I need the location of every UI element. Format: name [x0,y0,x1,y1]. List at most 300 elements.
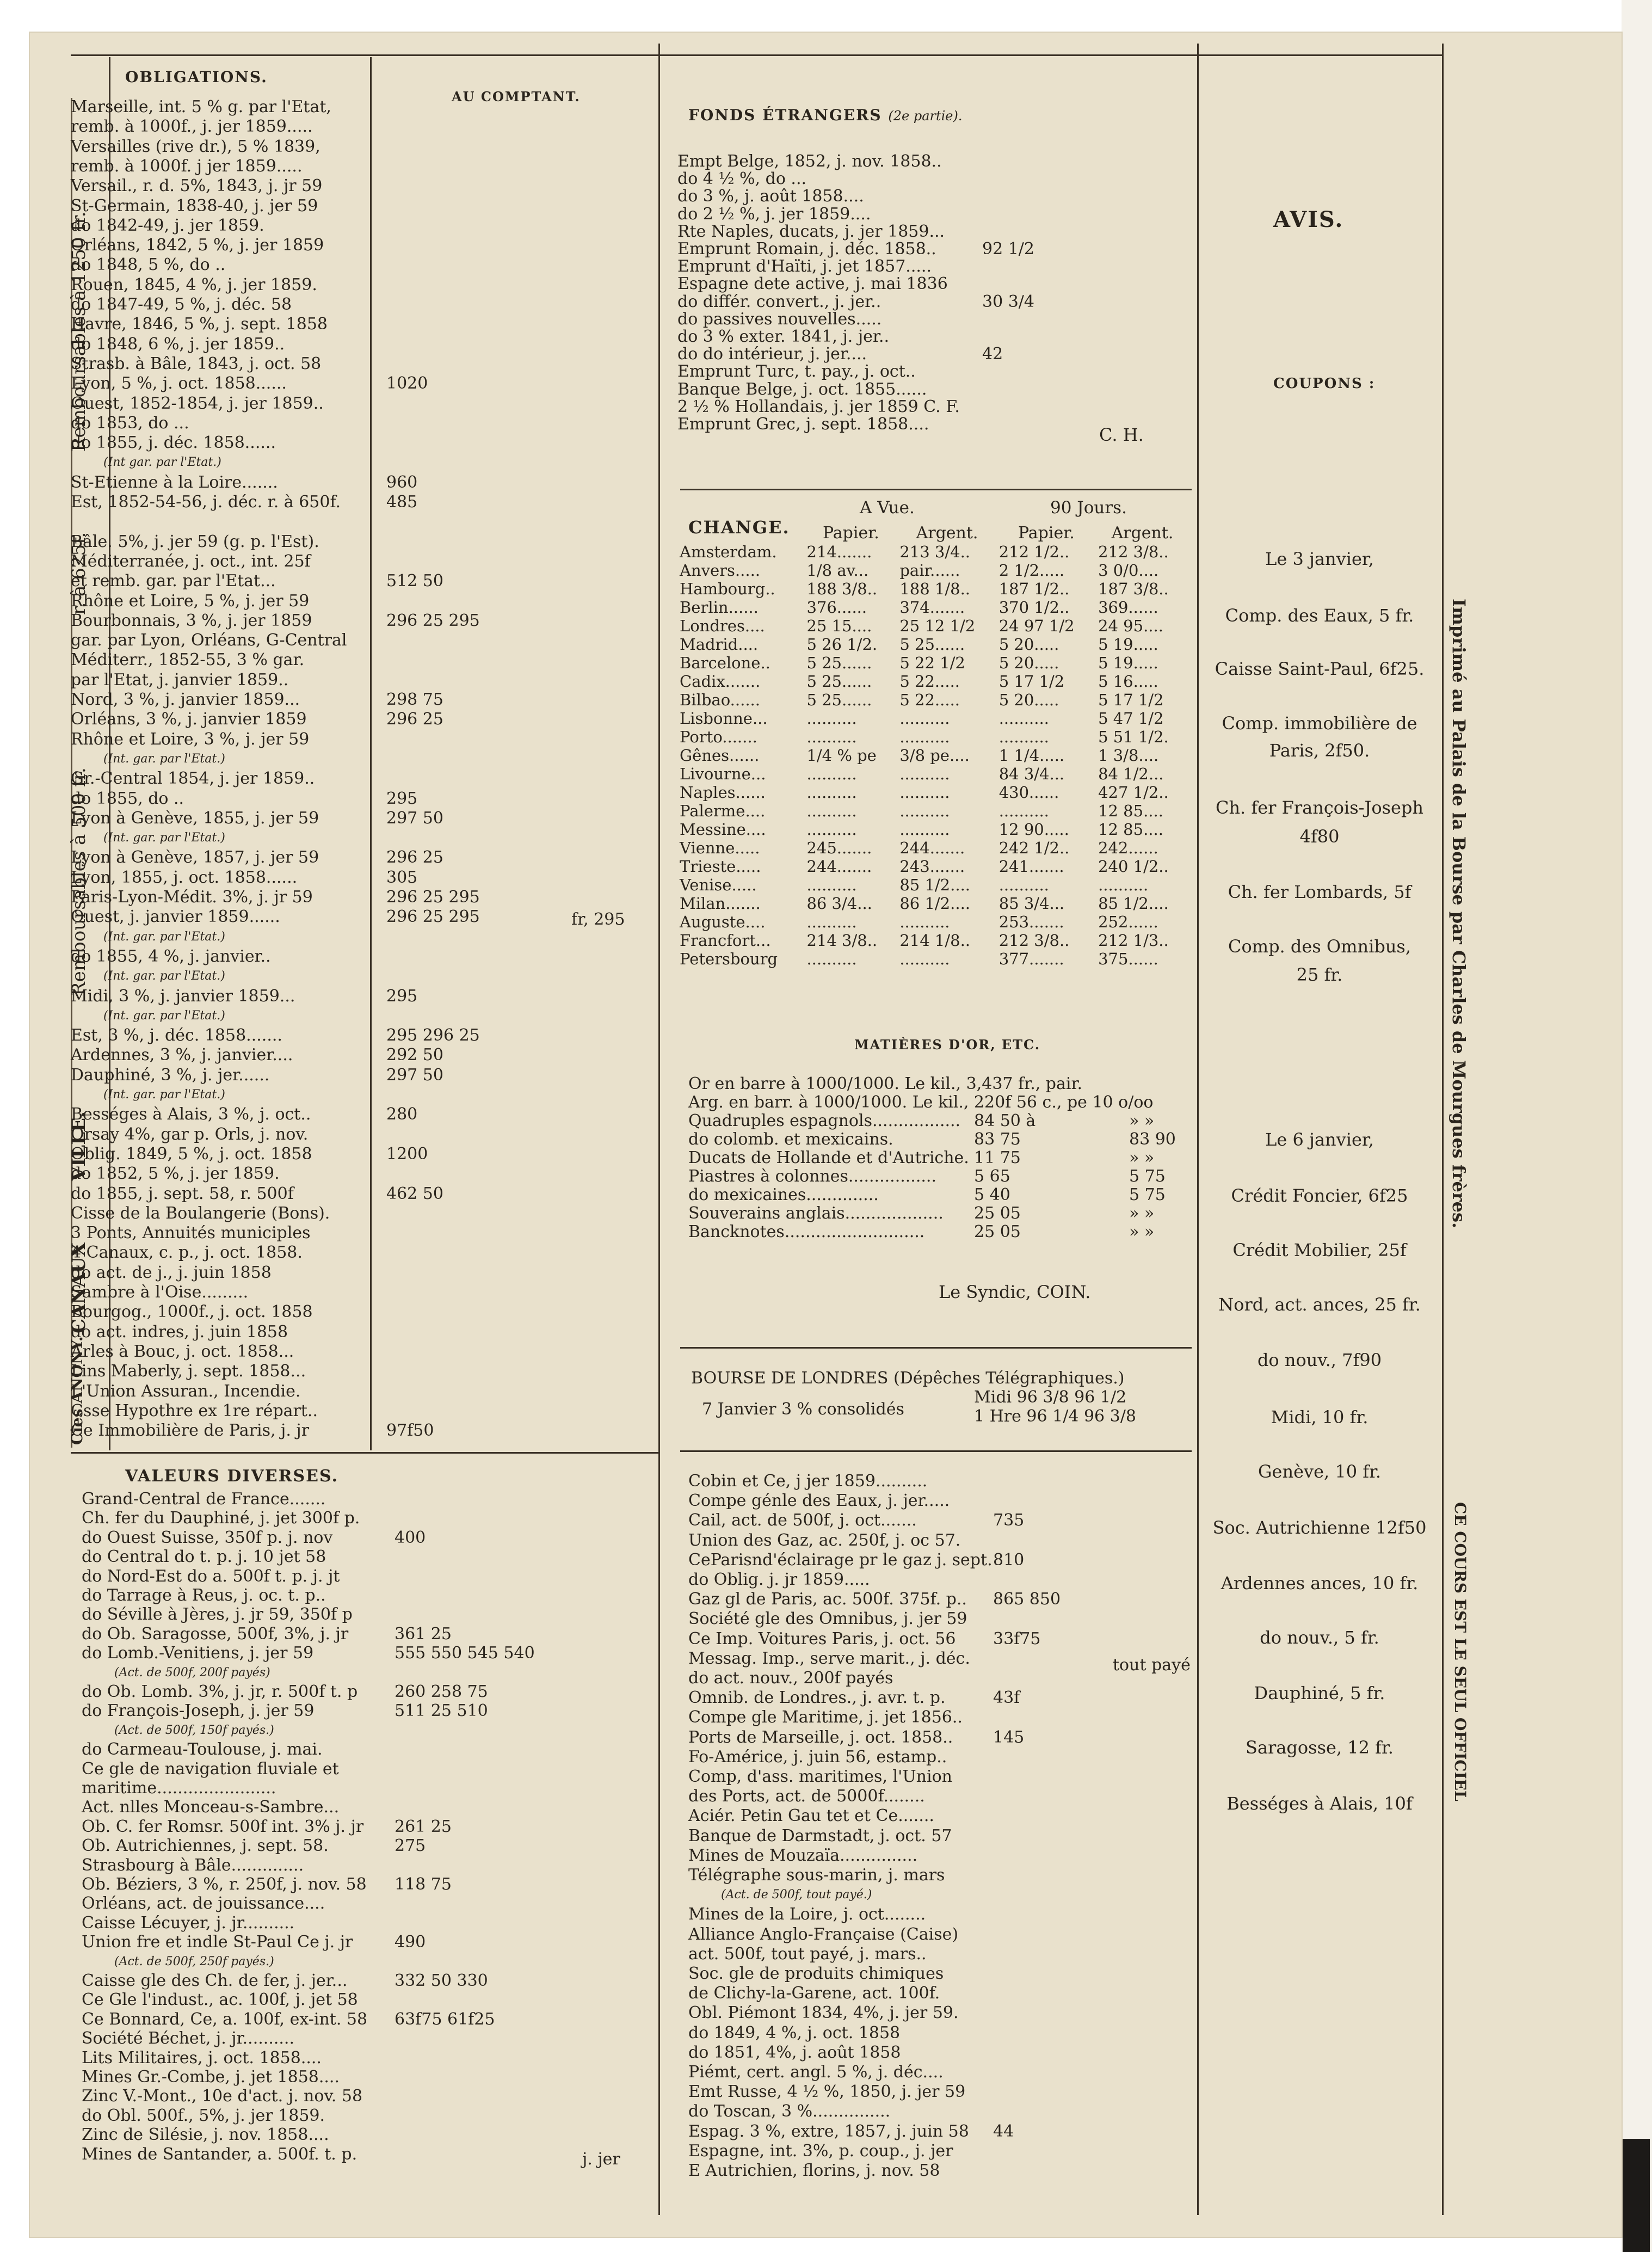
obligation-row: Lyon, 1855, j. oct. 1858...... [71,867,298,887]
change-cell: 85 3/4... [998,894,1065,913]
valeur-row: Ob. Béziers, 3 %, r. 250f, j. nov. 58 [82,1875,367,1894]
change-row [677,783,1189,802]
valeur-row: do Carmeau-Toulouse, j. mai. [82,1740,323,1759]
fonds-row: Emprunt Romain, j. déc. 1858.. [677,239,936,259]
change-row [677,931,1189,950]
side-label-canaux: CANAUX [68,1242,90,1333]
obligation-value: 296 25 [386,710,443,729]
obligation-row: Bâle. 5%, j. jer 59 (g. p. l'Est). [71,532,319,551]
valeur-row: (Act. de 500f, 200f payés) [114,1665,270,1679]
change-cell: 374....... [899,598,965,617]
valeur-value: 332 50 330 [394,1971,488,1990]
valeur-row: Mines de Santander, a. 500f. t. p. [82,2144,357,2164]
obligation-row: Rhône et Loire, 5 %, j. jer 59 [71,591,310,611]
coupons-header: COUPONS : [1273,376,1376,392]
valeur2-row: Mines de la Loire, j. oct........ [688,1905,926,1924]
obligation-row: 4 Canaux, c. p., j. oct. 1858. [71,1243,303,1263]
obligation-row: Sambre à l'Oise......... [71,1283,249,1302]
coupon-line: Bességes à Alais, 10f [1226,1793,1413,1814]
valeur-value: 511 25 510 [394,1701,488,1721]
valeur-row: do Ouest Suisse, 350f p. j. nov [82,1528,333,1547]
change-cell: 5 25...... [899,635,965,654]
change-cell: Francfort... [680,931,771,950]
change-cell: 5 22 1/2 [899,654,965,672]
fonds-row: do do intérieur, j. jer.... [677,344,867,364]
change-cell: .......... [899,913,950,931]
change-cell: .......... [806,802,857,820]
change-row [677,765,1189,783]
obligation-row: (Int. gar. par l'Etat.) [103,969,225,983]
change-cell: 5 47 1/2 [1098,709,1164,728]
change-cell: 188 1/8.. [899,580,971,598]
side-label-500: Remboursables à 500 fr. [68,767,90,996]
obligation-row: Ardennes, 3 %, j. janvier.... [71,1045,293,1065]
change-row [677,672,1189,691]
change-cell: .......... [998,728,1049,746]
valeur2-row: Comp, d'ass. maritimes, l'Union [688,1767,952,1786]
valeur2-row: E Autrichien, florins, j. nov. 58 [688,2161,940,2180]
change-cell: .......... [899,709,950,728]
change-cell: Bilbao...... [680,691,760,709]
change-cell: 376...... [806,598,867,617]
change-cell: .......... [806,709,857,728]
change-row [677,839,1189,857]
valeur-row: Zinc V.-Mont., 10e d'act. j. nov. 58 [82,2087,363,2106]
valeur2-row: (Act. de 500f, tout payé.) [721,1888,872,1902]
obligation-row: Bességes à Alais, 3 %, j. oct.. [71,1105,311,1124]
mid-note: j. jer [582,2150,620,2169]
valeur-row: Act. nlles Monceau-s-Sambre... [82,1798,340,1817]
coupon-line: Nord, act. ances, 25 fr. [1218,1294,1421,1315]
change-cell: 1 1/4..... [998,746,1065,765]
change-cell: Berlin...... [680,598,759,617]
mid-note: fr, 295 [571,910,625,929]
valeur2-row: Cail, act. de 500f, j. oct....... [688,1511,917,1530]
obligation-row: par l'Etat, j. janvier 1859.. [71,670,289,690]
change-cell: .......... [806,913,857,931]
obligation-value: 295 [386,986,418,1006]
obligation-row: Lins Maberly, j. sept. 1858... [71,1362,306,1381]
valeur-row: do Nord-Est do a. 500f t. p. j. jt [82,1566,340,1586]
change-cell: 5 25...... [806,654,872,672]
coupon-line: Ardennes ances, 10 fr. [1220,1573,1419,1593]
obligation-row: (Int. gar. par l'Etat.) [103,930,225,944]
obligation-row: Dauphiné, 3 %, j. jer...... [71,1065,270,1085]
rule [71,1452,658,1454]
obligation-row: Bourbonnais, 3 %, j. jer 1859 [71,611,312,630]
valeur-row: Ch. fer du Dauphiné, j. jet 300f p. [82,1509,360,1528]
valeur2-row: Emt Russe, 4 ½ %, 1850, j. jer 59 [688,2082,966,2102]
obligation-row: Versailles (rive dr.), 5 % 1839, [71,137,320,156]
rule [680,489,1192,490]
change-cell: 212 1/3.. [1098,931,1169,950]
change-row [677,820,1189,839]
change-cell: .......... [998,802,1049,820]
valeur-row: Ce Bonnard, Ce, a. 100f, ex-int. 58 [82,2009,368,2029]
valeur2-value: 33f75 [993,1629,1041,1648]
obligation-row: do 1855, 4 %, j. janvier.. [71,946,271,966]
valeur-value: 260 258 75 [394,1682,488,1701]
change-cell: 2 1/2..... [998,561,1065,580]
change-cell: 375...... [1098,950,1158,968]
change-col-header: Argent. [916,524,978,543]
obligation-row: L'Union Assuran., Incendie. [71,1381,301,1401]
change-cell: 5 25...... [806,672,872,691]
change-cell: Hambourg.. [680,580,775,598]
90-jours-header: 90 Jours. [1050,498,1127,518]
valeur-row: Grand-Central de France....... [82,1490,326,1509]
valeur2-row: do Toscan, 3 %............... [688,2102,891,2121]
valeur-row: do Tarrage à Reus, j. oc. t. p.. [82,1586,326,1605]
change-cell: 12 90..... [998,820,1069,839]
matiere-row: Arg. en barr. à 1000/1000. Le kil., 220f 56 c., pe 10 o/oo [688,1093,1154,1112]
valeur-row: do Obl. 500f., 5%, j. jer 1859. [82,2106,325,2125]
change-cell: 85 1/2.... [899,876,971,894]
change-cell: .......... [899,728,950,746]
obligation-row: Gr.-Central 1854, j. jer 1859.. [71,769,315,789]
valeur2-row: Espag. 3 %, extre, 1857, j. juin 58 [688,2121,969,2141]
change-cell: 5 20..... [998,635,1059,654]
change-cell: Naples...... [680,783,766,802]
matiere-row: Souverains anglais................... 25 05 » » [688,1204,1155,1223]
obligation-row: 3 Ponts, Annuités municiples [71,1223,311,1243]
obligation-row: Orsay 4%, gar p. Orls, j. nov. [71,1124,309,1144]
coupon-line: do nouv., 5 fr. [1260,1627,1379,1648]
change-cell: Barcelone.. [680,654,770,672]
change-cell: 187 1/2.. [998,580,1070,598]
valeur2-row: Soc. gle de produits chimiques [688,1964,944,1983]
change-cell: .......... [806,783,857,802]
change-cell: 242 1/2.. [998,839,1070,857]
change-row [677,950,1189,968]
side-label-ville: VILLE. [68,1111,90,1181]
change-cell: .......... [998,709,1049,728]
obligation-value: 295 296 25 [386,1026,480,1045]
change-cell: 5 17 1/2 [998,672,1065,691]
change-cell: .......... [899,802,950,820]
valeur-row: Société Béchet, j. jr.......... [82,2029,294,2048]
avis-header: AVIS. [1273,207,1344,232]
change-cell: 377....... [998,950,1064,968]
valeur2-row: CeParisnd'éclairage pr le gaz j. sept. [688,1550,993,1570]
change-cell: Livourne... [680,765,766,783]
obligation-row: Havre, 1846, 5 %, j. sept. 1858 [71,315,328,334]
valeur2-row: Banque de Darmstadt, j. oct. 57 [688,1826,952,1845]
change-cell: 25 15.... [806,617,872,635]
obligation-row: Méditerranée, j. oct., int. 25f [71,551,311,571]
valeur2-value: 865 850 [993,1590,1061,1609]
valeur-row: Ob. C. fer Romsr. 500f int. 3% j. jr [82,1817,364,1836]
imprint-line: Imprimé au Palais de la Bourse par Charles de Mourgues frères. [1448,599,1469,1229]
coupon-line: Crédit Foncier, 6f25 [1231,1185,1408,1206]
obligation-row: St-Germain, 1838-40, j. jer 59 [71,196,318,216]
change-cell: .......... [998,876,1049,894]
obligation-row: Rhône et Loire, 3 %, j. jer 59 [71,729,310,749]
obligation-value: 960 [386,472,418,492]
change-cell: 244....... [806,857,872,876]
valeur2-row: Union des Gaz, ac. 250f, j. oc 57. [688,1530,961,1550]
ch-signature: C. H. [1099,424,1144,445]
obligation-row: Cisse de la Boulangerie (Bons). [71,1203,330,1223]
change-cell: 213 3/4.. [899,543,971,561]
valeur2-row: Fo-Américe, j. juin 56, estamp.. [688,1747,947,1767]
obligation-row: Est, 3 %, j. déc. 1858....... [71,1026,282,1045]
coupon-line: Comp. immobilière de [1222,713,1417,734]
valeur-row: do Ob. Lomb. 3%, j. jr, r. 500f t. p [82,1682,358,1701]
fonds-row: do 3 %, j. août 1858.... [677,187,864,206]
obligation-row: (Int. gar. par l'Etat.) [103,831,225,845]
change-row [677,894,1189,913]
change-cell: 84 1/2... [1098,765,1164,783]
rule [1442,44,1444,2215]
change-cell: 244....... [899,839,965,857]
coupon-line: Soc. Autrichienne 12f50 [1212,1517,1427,1538]
valeur-row: Mines Gr.-Combe, j. jet 1858.... [82,2068,340,2087]
valeur-row: do Central do t. p. j. 10 jet 58 [82,1547,326,1567]
valeur-row: Lits Militaires, j. oct. 1858.... [82,2048,322,2068]
londres-title: BOURSE DE LONDRES (Dépêches Télégraphiques.) [691,1369,1125,1388]
londres-midi: Midi 96 3/8 96 1/2 [974,1388,1127,1407]
change-cell: Amsterdam. [680,543,777,561]
change-row [677,802,1189,820]
obligation-value: 485 [386,493,418,512]
obligation-value: 296 25 [386,848,443,867]
valeur-value: 361 25 [394,1624,452,1644]
valeur-row: Orléans, act. de jouissance.... [82,1894,325,1913]
obligation-row: Ouest, 1852-1854, j. jer 1859.. [71,393,324,413]
obligation-value: 297 50 [386,1065,443,1085]
obligation-value: 305 [386,867,418,887]
obligation-row: Rouen, 1845, 4 %, j. jer 1859. [71,275,317,294]
change-row [677,598,1189,617]
matiere-row: Piastres à colonnes................. 5 65 5 75 [688,1167,1166,1186]
fonds-row: do 4 ½ %, do ... [677,169,807,189]
valeur-row: do François-Joseph, j. jer 59 [82,1701,315,1721]
valeur2-row: do Oblig. j. jr 1859..... [688,1570,870,1589]
fonds-row: Emprunt Grec, j. sept. 1858.... [677,415,929,434]
change-row [677,654,1189,672]
change-cell: Venise..... [680,876,757,894]
change-col-header: Argent. [1111,524,1174,543]
valeur-row: (Act. de 500f, 250f payés.) [114,1954,274,1968]
valeur2-value: 44 [993,2121,1014,2141]
syndic: Le Syndic, COIN. [939,1282,1091,1302]
fonds-row: Empt Belge, 1852, j. nov. 1858.. [677,152,942,171]
change-cell: .......... [899,820,950,839]
change-cell: Anvers..... [680,561,761,580]
valeur2-row: Omnib. de Londres., j. avr. t. p. [688,1688,946,1708]
change-cell: Porto....... [680,728,757,746]
fonds-row: do différ. convert., j. jer.. [677,292,882,311]
obligation-row: do 1855, j. déc. 1858...... [71,433,276,453]
valeur-row: Strasbourg à Bâle.............. [82,1855,304,1875]
valeur-row: Zinc de Silésie, j. nov. 1858.... [82,2125,329,2145]
valeur2-row: Mines de Mouzaïa............... [688,1845,918,1865]
valeur-row: maritime....................... [82,1779,276,1798]
fonds-value: 30 3/4 [982,292,1034,311]
obligation-value: 298 75 [386,690,443,709]
change-cell: 25 12 1/2 [899,617,976,635]
rule [658,44,660,2215]
change-cell: 1/4 % pe [806,746,877,765]
change-row [677,580,1189,598]
tout-paye-note: tout payé [1113,1656,1191,1675]
coupon-line: Paris, 2f50. [1269,740,1370,761]
change-cell: pair...... [899,561,960,580]
obligation-row: do act. de j., j. juin 1858 [71,1263,272,1282]
change-cell: .......... [806,820,857,839]
matiere-row: Ducats de Hollande et d'Autriche. 11 75 » » [688,1148,1155,1167]
change-cell: 5 19..... [1098,635,1158,654]
matiere-row: do mexicaines.............. 5 40 5 75 [688,1185,1166,1204]
valeur-row: Caisse gle des Ch. de fer, j. jer... [82,1971,348,1990]
obligation-value: 292 50 [386,1045,443,1065]
change-cell: 1/8 av... [806,561,869,580]
valeur2-row: Compe génle des Eaux, j. jer..... [688,1491,950,1511]
change-cell: 188 3/8.. [806,580,878,598]
obligation-value: 1200 [386,1144,428,1164]
valeur-row: do Lomb.-Venitiens, j. jer 59 [82,1644,314,1663]
matiere-row: Or en barre à 1000/1000. Le kil., 3,437 fr., pair. [688,1074,1083,1093]
change-cell: 24 95.... [1098,617,1163,635]
coupon-line: Saragosse, 12 fr. [1246,1737,1394,1758]
obligation-value: 97f50 [386,1421,434,1441]
change-cell: Madrid.... [680,635,759,654]
obligation-value: 462 50 [386,1184,443,1203]
coupon-line: Comp. des Eaux, 5 fr. [1225,605,1414,626]
change-cell: .......... [806,728,857,746]
rule [680,1450,1192,1452]
side-label-625: r. à 625f. [68,532,90,615]
change-row [677,709,1189,728]
valeur2-row: Société gle des Omnibus, j. jer 59 [688,1609,967,1629]
valeur2-value: 43f [993,1688,1020,1708]
obligation-value: 295 [386,789,418,808]
obligation-row: do 1848, 5 %, do .. [71,255,226,275]
valeur-row: Union fre et indle St-Paul Ce j. jr [82,1933,353,1952]
obligation-value: 512 50 [386,571,443,591]
obligation-row: do 1855, j. sept. 58, r. 500f [71,1184,294,1203]
fonds-row: do 3 % exter. 1841, j. jer.. [677,327,890,346]
valeur2-value: 810 [993,1550,1025,1570]
coupon-line: do nouv., 7f90 [1257,1350,1382,1370]
fonds-row: 2 ½ % Hollandais, j. jer 1859 C. F. [677,397,960,416]
matiere-row: do colomb. et mexicains. 83 75 83 90 [688,1130,1176,1149]
change-cell: Londres.... [680,617,765,635]
change-cell: 5 22..... [899,691,960,709]
change-cell: 86 1/2.... [899,894,971,913]
change-cell: Milan....... [680,894,761,913]
valeur2-row: Gaz gl de Paris, ac. 500f. 375f. p.. [688,1590,967,1609]
valeur2-row: de Clichy-la-Garene, act. 100f. [688,1984,940,2003]
valeur2-row: des Ports, act. de 5000f........ [688,1787,925,1806]
obligation-row: (Int. gar. par l'Etat.) [103,1088,225,1102]
fonds-etrangers-header: FONDS ÉTRANGERS (2e partie). [688,106,963,124]
change-row [677,876,1189,894]
obligation-row: Versail., r. d. 5%, 1843, j. jr 59 [71,176,323,196]
coupon-line: Crédit Mobilier, 25f [1232,1240,1407,1260]
change-cell: 5 19..... [1098,654,1158,672]
change-cell: .......... [899,765,950,783]
obligation-row: (Int gar. par l'Etat.) [103,456,221,470]
change-cell: Petersbourg [680,950,778,968]
change-cell: Messine.... [680,820,766,839]
rule [680,1347,1192,1349]
change-cell: 253....... [998,913,1064,931]
fonds-row: Emprunt d'Haïti, j. jet 1857..... [677,257,932,276]
obligation-value: 280 [386,1105,418,1124]
binding-band [1623,2139,1650,2252]
obligation-row: Nord, 3 %, j. janvier 1859... [71,690,300,709]
fonds-value: 92 1/2 [982,239,1034,259]
obligation-row: do act. indres, j. juin 1858 [71,1322,288,1342]
change-cell: 430...... [998,783,1059,802]
obligation-row: Ce Immobilière de Paris, j. jr [71,1421,310,1441]
obligation-row: Orléans, 1842, 5 %, j. jer 1859 [71,236,324,255]
obligation-row: do 1855, do .. [71,789,184,808]
change-cell: .......... [806,950,857,968]
change-cell: 5 17 1/2 [1098,691,1164,709]
side-label-1250: Remboursables à 1250 fr. [68,211,90,452]
valeur-value: 261 25 [394,1817,452,1836]
change-row [677,913,1189,931]
change-cell: .......... [806,765,857,783]
change-cell: 12 85.... [1098,820,1163,839]
change-cell: 212 1/2.. [998,543,1070,561]
valeur2-value: 145 [993,1727,1025,1747]
fonds-row: Banque Belge, j. oct. 1855...... [677,379,927,399]
obligation-row: remb. à 1000f., j. jer 1859..... [71,117,313,137]
obligation-value: 296 25 295 [386,611,480,630]
change-title: CHANGE. [688,517,790,538]
obligation-row: do 1852, 5 %, j. jer 1859. [71,1164,280,1184]
coupon-line: Midi, 10 fr. [1271,1407,1369,1428]
obligation-row: Midi, 3 %, j. janvier 1859... [71,986,295,1006]
change-cell: Auguste.... [680,913,766,931]
change-cell: .......... [899,950,950,968]
change-cell: 86 3/4... [806,894,872,913]
fonds-row: Emprunt Turc, t. pay., j. oct.. [677,362,916,382]
change-cell: 84 3/4... [998,765,1065,783]
obligation-row: do 1848, 6 %, j. jer 1859.. [71,334,285,354]
change-cell: 242...... [1098,839,1158,857]
obligations-header: OBLIGATIONS. [125,68,268,86]
coupon-line: 25 fr. [1296,964,1343,985]
coupon-line: Le 6 janvier, [1265,1129,1374,1150]
obligation-row: Lyon à Genève, 1857, j. jer 59 [71,848,319,867]
obligation-row: St-Etienne à la Loire....... [71,472,278,492]
matiere-row: Quadruples espagnols................. 84 50 à » » [688,1111,1155,1130]
obligation-row: Lyon, 5 %, j. oct. 1858...... [71,374,287,393]
change-col-header: Papier. [822,524,879,543]
obligation-row: gar. par Lyon, Orléans, G-Central [71,631,347,650]
coupon-line: Ch. fer Lombards, 5f [1228,882,1411,902]
change-cell: 240 1/2.. [1098,857,1169,876]
change-cell: Vienne..... [680,839,760,857]
valeur-value: 118 75 [394,1875,452,1894]
valeur-row: Caisse Lécuyer, j. jr.......... [82,1913,295,1933]
change-cell: .......... [1098,876,1149,894]
change-cell: 214....... [806,543,872,561]
coupon-line: Dauphiné, 5 fr. [1254,1683,1385,1703]
obligation-value: 1020 [386,374,428,393]
change-cell: 241....... [998,857,1064,876]
valeur-row: Ce Gle l'indust., ac. 100f, j. jet 58 [82,1990,358,2010]
valeur-row: Ce gle de navigation fluviale et [82,1759,339,1779]
rule [71,54,1442,56]
change-cell: 5 20..... [998,691,1059,709]
change-cell: 1 3/8.... [1098,746,1159,765]
